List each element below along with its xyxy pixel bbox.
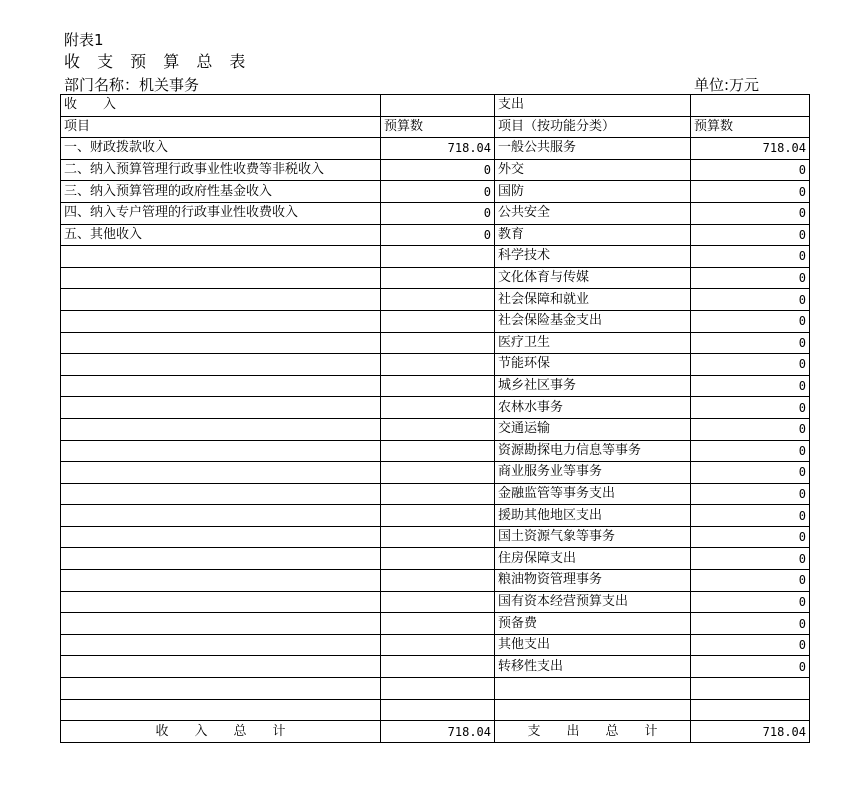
empty-cell	[61, 548, 381, 570]
empty-cell	[61, 505, 381, 527]
table-row	[61, 591, 810, 613]
empty-cell	[381, 332, 495, 354]
department-name: 部门名称：机关事务	[64, 76, 200, 94]
table-row	[61, 267, 810, 289]
income-budget-cell: 0	[381, 181, 495, 203]
table-row	[61, 440, 810, 462]
empty-cell	[691, 95, 810, 117]
column-header-row	[61, 116, 810, 138]
expense-item-cell: 公共安全	[495, 202, 691, 224]
expense-budget-cell: 0	[691, 656, 810, 678]
empty-cell	[61, 332, 381, 354]
table-row	[61, 634, 810, 656]
empty-cell	[381, 613, 495, 635]
table-row	[61, 138, 810, 160]
expense-item-cell: 文化体育与传媒	[495, 267, 691, 289]
expense-budget-cell: 0	[691, 202, 810, 224]
empty-cell	[381, 418, 495, 440]
empty-cell	[61, 354, 381, 376]
expense-item-cell: 教育	[495, 224, 691, 246]
expense-budget-cell: 0	[691, 548, 810, 570]
empty-cell	[61, 375, 381, 397]
total-income-label: 收 入 总 计	[61, 721, 381, 743]
expense-budget-cell: 0	[691, 483, 810, 505]
empty-cell	[381, 375, 495, 397]
empty-cell	[381, 354, 495, 376]
empty-cell	[381, 548, 495, 570]
expense-budget-cell: 0	[691, 418, 810, 440]
empty-cell	[381, 95, 495, 117]
empty-cell	[381, 699, 495, 721]
table-row	[61, 354, 810, 376]
expense-item-cell: 国土资源气象等事务	[495, 526, 691, 548]
table-row	[61, 570, 810, 592]
table-row	[61, 289, 810, 311]
expense-budget-cell: 0	[691, 181, 810, 203]
table-row	[61, 483, 810, 505]
table-row	[61, 613, 810, 635]
expense-item-cell: 商业服务业等事务	[495, 462, 691, 484]
table-row	[61, 462, 810, 484]
table-row	[61, 224, 810, 246]
income-item-cell: 五、其他收入	[61, 224, 381, 246]
income-item-cell: 一、财政拨款收入	[61, 138, 381, 160]
empty-cell	[381, 591, 495, 613]
income-budget-cell: 0	[381, 202, 495, 224]
expense-item-cell: 国防	[495, 181, 691, 203]
income-budget-cell: 0	[381, 159, 495, 181]
empty-cell	[61, 613, 381, 635]
expense-budget-cell: 0	[691, 224, 810, 246]
income-item-cell: 三、纳入预算管理的政府性基金收入	[61, 181, 381, 203]
table-row	[61, 656, 810, 678]
empty-cell	[381, 634, 495, 656]
expense-budget-cell: 0	[691, 613, 810, 635]
empty-cell	[691, 699, 810, 721]
empty-cell	[381, 440, 495, 462]
total-expense-value: 718.04	[691, 721, 810, 743]
table-row	[61, 310, 810, 332]
table-row	[61, 332, 810, 354]
empty-cell	[381, 678, 495, 700]
empty-cell	[495, 678, 691, 700]
table-row	[61, 678, 810, 700]
table-row	[61, 526, 810, 548]
empty-cell	[61, 656, 381, 678]
empty-cell	[61, 267, 381, 289]
expense-budget-cell: 0	[691, 246, 810, 268]
expense-item-cell: 住房保障支出	[495, 548, 691, 570]
empty-cell	[61, 462, 381, 484]
table-title: 收 支 预 算 总 表	[64, 52, 252, 71]
table-row	[61, 246, 810, 268]
expense-budget-cell: 0	[691, 310, 810, 332]
expense-budget-cell: 0	[691, 634, 810, 656]
expense-item-cell: 资源勘探电力信息等事务	[495, 440, 691, 462]
empty-cell	[61, 591, 381, 613]
expense-item-cell: 科学技术	[495, 246, 691, 268]
empty-cell	[61, 418, 381, 440]
expense-budget-cell: 0	[691, 397, 810, 419]
empty-cell	[61, 246, 381, 268]
empty-cell	[61, 289, 381, 311]
expense-budget-cell: 0	[691, 570, 810, 592]
table-row	[61, 397, 810, 419]
unit-label: 单位:万元	[694, 76, 760, 94]
expense-budget-cell: 0	[691, 332, 810, 354]
expense-budget-cell: 0	[691, 440, 810, 462]
empty-cell	[495, 699, 691, 721]
empty-cell	[61, 483, 381, 505]
empty-cell	[381, 570, 495, 592]
expense-item-cell: 其他支出	[495, 634, 691, 656]
expense-budget-cell: 0	[691, 267, 810, 289]
expense-item-cell: 社会保障和就业	[495, 289, 691, 311]
col-header-budget: 预算数	[381, 116, 495, 138]
total-row	[61, 721, 810, 743]
expense-item-cell: 转移性支出	[495, 656, 691, 678]
expense-item-cell: 金融监管等事务支出	[495, 483, 691, 505]
expense-item-cell: 交通运输	[495, 418, 691, 440]
expense-group-header: 支出	[495, 95, 691, 117]
empty-cell	[381, 397, 495, 419]
expense-item-cell: 城乡社区事务	[495, 375, 691, 397]
expense-budget-cell: 718.04	[691, 138, 810, 160]
income-budget-cell: 718.04	[381, 138, 495, 160]
table-row	[61, 181, 810, 203]
expense-budget-cell: 0	[691, 526, 810, 548]
table-row	[61, 202, 810, 224]
empty-cell	[61, 310, 381, 332]
income-item-cell: 二、纳入预算管理行政事业性收费等非税收入	[61, 159, 381, 181]
expense-item-cell: 一般公共服务	[495, 138, 691, 160]
expense-budget-cell: 0	[691, 591, 810, 613]
empty-cell	[61, 397, 381, 419]
appendix-label: 附表1	[64, 31, 104, 49]
budget-summary-table	[60, 94, 810, 743]
expense-budget-cell: 0	[691, 159, 810, 181]
empty-cell	[61, 678, 381, 700]
income-item-cell: 四、纳入专户管理的行政事业性收费收入	[61, 202, 381, 224]
table-row	[61, 505, 810, 527]
expense-budget-cell: 0	[691, 462, 810, 484]
table-row	[61, 548, 810, 570]
table-row	[61, 699, 810, 721]
table-body	[61, 95, 810, 743]
col-header-func-budget: 预算数	[691, 116, 810, 138]
empty-cell	[61, 570, 381, 592]
table-row	[61, 418, 810, 440]
empty-cell	[381, 526, 495, 548]
empty-cell	[61, 634, 381, 656]
income-budget-cell: 0	[381, 224, 495, 246]
empty-cell	[61, 699, 381, 721]
empty-cell	[381, 483, 495, 505]
expense-item-cell: 外交	[495, 159, 691, 181]
empty-cell	[61, 526, 381, 548]
expense-item-cell: 农林水事务	[495, 397, 691, 419]
empty-cell	[61, 440, 381, 462]
empty-cell	[381, 310, 495, 332]
expense-item-cell: 社会保险基金支出	[495, 310, 691, 332]
expense-item-cell: 医疗卫生	[495, 332, 691, 354]
expense-budget-cell: 0	[691, 289, 810, 311]
group-header-row	[61, 95, 810, 117]
col-header-item: 项目	[61, 116, 381, 138]
table-row	[61, 159, 810, 181]
expense-item-cell: 粮油物资管理事务	[495, 570, 691, 592]
empty-cell	[381, 267, 495, 289]
expense-item-cell: 援助其他地区支出	[495, 505, 691, 527]
expense-budget-cell: 0	[691, 505, 810, 527]
empty-cell	[381, 656, 495, 678]
empty-cell	[381, 289, 495, 311]
col-header-func-item: 项目（按功能分类）	[495, 116, 691, 138]
expense-item-cell: 预备费	[495, 613, 691, 635]
expense-item-cell: 节能环保	[495, 354, 691, 376]
total-income-value: 718.04	[381, 721, 495, 743]
expense-budget-cell: 0	[691, 354, 810, 376]
income-group-header: 收 入	[61, 95, 381, 117]
expense-budget-cell: 0	[691, 375, 810, 397]
empty-cell	[381, 462, 495, 484]
table-row	[61, 375, 810, 397]
empty-cell	[381, 246, 495, 268]
empty-cell	[381, 505, 495, 527]
expense-item-cell: 国有资本经营预算支出	[495, 591, 691, 613]
total-expense-label: 支 出 总 计	[495, 721, 691, 743]
empty-cell	[691, 678, 810, 700]
